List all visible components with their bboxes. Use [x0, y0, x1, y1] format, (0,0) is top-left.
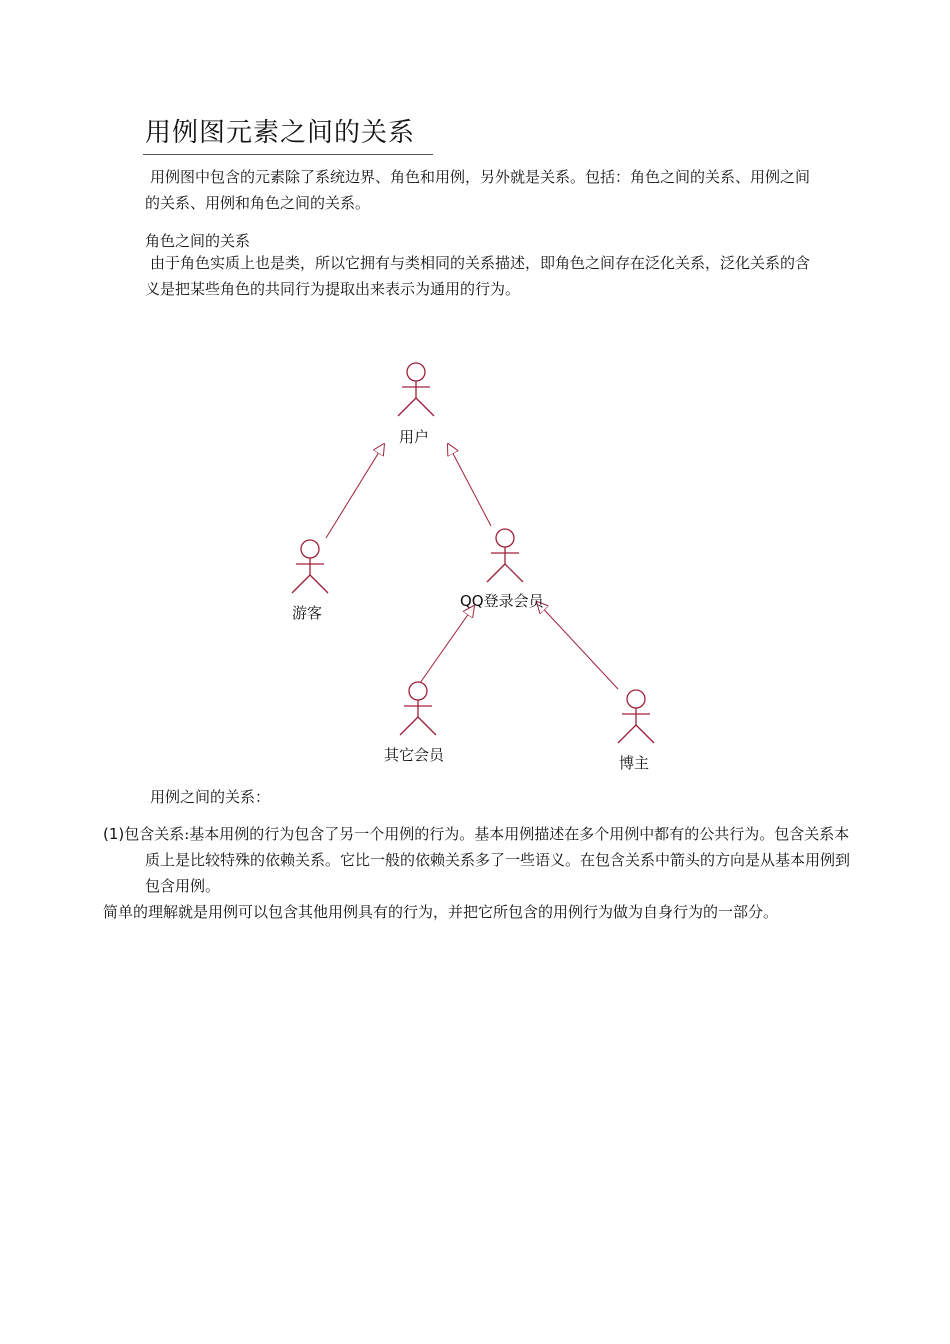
generalization-blogger-qq [537, 602, 618, 689]
intro-paragraph: 用例图中包含的元素除了系统边界、角色和用例，另外就是关系。包括：角色之间的关系、用例之间的关系、用例和角色之间的关系。 [145, 168, 811, 212]
actor-user-icon [398, 363, 434, 416]
generalization-other-qq [420, 606, 474, 683]
actor-relations-heading: 角色之间的关系 [145, 232, 251, 250]
actor-blogger-label: 博主 [619, 754, 650, 772]
actor-user-label: 用户 [399, 428, 430, 446]
actor-guest-label: 游客 [292, 604, 323, 622]
usecase-relations-heading: 用例之间的关系： [150, 788, 271, 806]
simple-understanding-paragraph: 简单的理解就是用例可以包含其他用例具有的行为，并把它所包含的用例行为做为自身行为的一部分。 [103, 903, 779, 921]
actor-relations-paragraph: 由于角色实质上也是类，所以它拥有与类相同的关系描述，即角色之间存在泛化关系，泛化关系的含义是把某些角色的共同行为提取出来表示为通用的行为。 [145, 254, 811, 298]
actor-blogger-icon [618, 690, 654, 743]
include-text: 包含关系:基本用例的行为包含了另一个用例的行为。基本用例描述在多个用例中都有的公共行为。包含关系本质上是比较特殊的依赖关系。它比一般的依赖关系多了一些语义。在包含关系中箭头的方向是从基本用例到包含用例。 [124, 825, 851, 895]
generalization-qq-user [448, 444, 491, 526]
generalization-guest-user [326, 444, 384, 538]
include-number: (1) [103, 825, 125, 843]
page-title: 用例图元素之间的关系 [145, 118, 416, 148]
actor-qq-member-icon [487, 529, 523, 582]
actor-guest-icon [292, 540, 328, 593]
include-relation-item [103, 821, 857, 899]
actor-qq-member-label: QQ登录会员 [460, 592, 544, 610]
actor-other-member-icon [400, 682, 436, 735]
actor-other-member-label: 其它会员 [384, 746, 445, 764]
